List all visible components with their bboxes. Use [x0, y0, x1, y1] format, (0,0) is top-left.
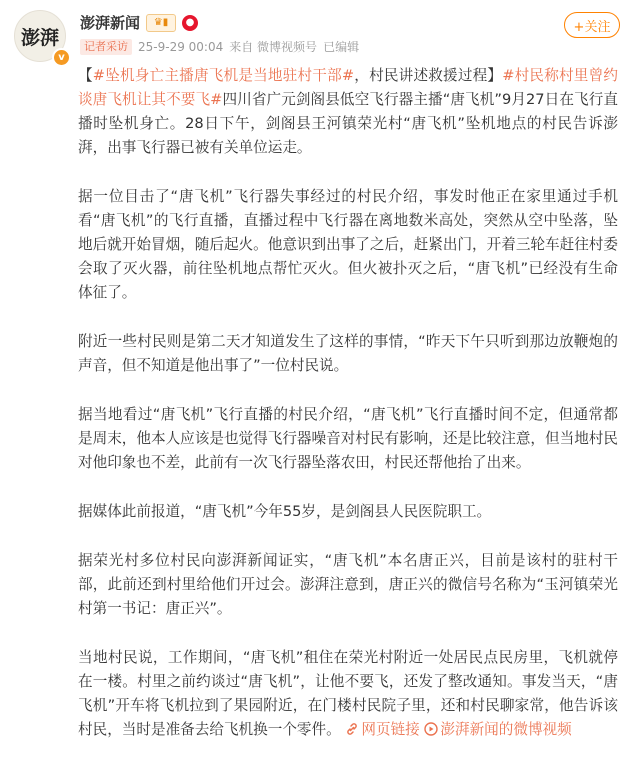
source: 来自 微博视频号 — [229, 40, 318, 54]
paragraph-3: 附近一些村民则是第二天才知道发生了这样的事情，“昨天下午只听到那边放鞭炮的声音，但不知道是他出事了”一位村民说。 — [78, 333, 618, 374]
paragraph-5: 据媒体此前报道，“唐飞机”今年55岁，是剑阁县人民医院职工。 — [78, 503, 492, 520]
paragraph-4: 据当地看过“唐飞机”飞行直播的村民介绍，“唐飞机”飞行直播时间不定，但通常都是周末，他本人应该是也觉得飞行器噪音对村民有影响，还是比较注意，但当地村民对他印象也不差，此前有一次飞行器坠落农田，村民还帮他抬了出来。 — [78, 406, 618, 471]
lead-rest: 四川省广元剑阁县低空飞行器主播“唐飞机”9月27日在飞行直播时坠机身亡。28日下午，剑阁县王河镇荣光村“唐飞机”坠机地点的村民告诉澎湃，出事飞行器已被有关单位运走。 — [78, 91, 618, 156]
lead-bracket-open: 【 — [78, 67, 93, 84]
account-name[interactable]: 澎湃新闻 — [80, 14, 141, 32]
lead-mid: ，村民讲述救援过程】 — [354, 67, 503, 84]
video-link[interactable]: 澎湃新闻的微博视频 — [440, 721, 572, 738]
edited-label[interactable]: 已编辑 — [323, 40, 360, 54]
meta-row — [80, 38, 359, 55]
reporter-label: 记者采访 — [80, 39, 132, 55]
timestamp[interactable]: 25-9-29 00:04 — [138, 39, 224, 54]
video-icon — [424, 722, 438, 736]
link-icon — [345, 722, 359, 736]
paragraph-2: 据一位目击了“唐飞机”飞行器失事经过的村民介绍，事发时他正在家里通过手机看“唐飞机”的飞行直播，直播过程中飞行器在离地数米高处，突然从空中坠落，坠地后就开始冒烟，随后起火。他意识到出事了之后，赶紧出门，开着三轮车赶往村委会取了灭火器，前往坠机地点帮忙灭火。但火被扑灭之后，“唐飞机”已经没有生命体征了。 — [78, 188, 618, 301]
paragraph-6: 据荣光村多位村民向澎湃新闻证实，“唐飞机”本名唐正兴，目前是该村的驻村干部，此前还到村里给他们开过会。澎湃注意到，唐正兴的微信号名称为“玉河镇荣光村第一书记：唐正兴”。 — [78, 552, 618, 617]
footer-links — [345, 721, 571, 738]
paragraph-7 — [78, 646, 618, 742]
crown-badge-icon[interactable]: ♛▮ — [146, 14, 176, 32]
name-row — [80, 12, 198, 33]
topic-1[interactable]: #坠机身亡主播唐飞机是当地驻村干部# — [92, 67, 355, 84]
web-link[interactable]: 网页链接 — [361, 721, 420, 738]
post-body — [78, 64, 618, 767]
post-header — [14, 10, 620, 68]
weibo-badge-icon[interactable]: ● — [182, 15, 198, 31]
topic-2[interactable]: #村民称村里曾约谈唐飞机让其不要飞# — [78, 67, 618, 108]
avatar-text: 澎湃 — [20, 26, 59, 49]
verified-icon: v — [52, 48, 71, 67]
paragraph-7-text: 当地村民说，工作期间，“唐飞机”租住在荣光村附近一处居民点民房里，飞机就停在一楼。村里之前约谈过“唐飞机”，让他不要飞，还发了整改通知。事发当天，“唐飞机”开车将飞机拉到了果园附近，在门楼村民院子里，还和村民聊家常，他告诉该村民，当时是准备去给飞机换一个零件。 — [78, 649, 618, 738]
follow-button[interactable]: +关注 — [564, 12, 620, 38]
paragraph-1 — [78, 64, 618, 160]
